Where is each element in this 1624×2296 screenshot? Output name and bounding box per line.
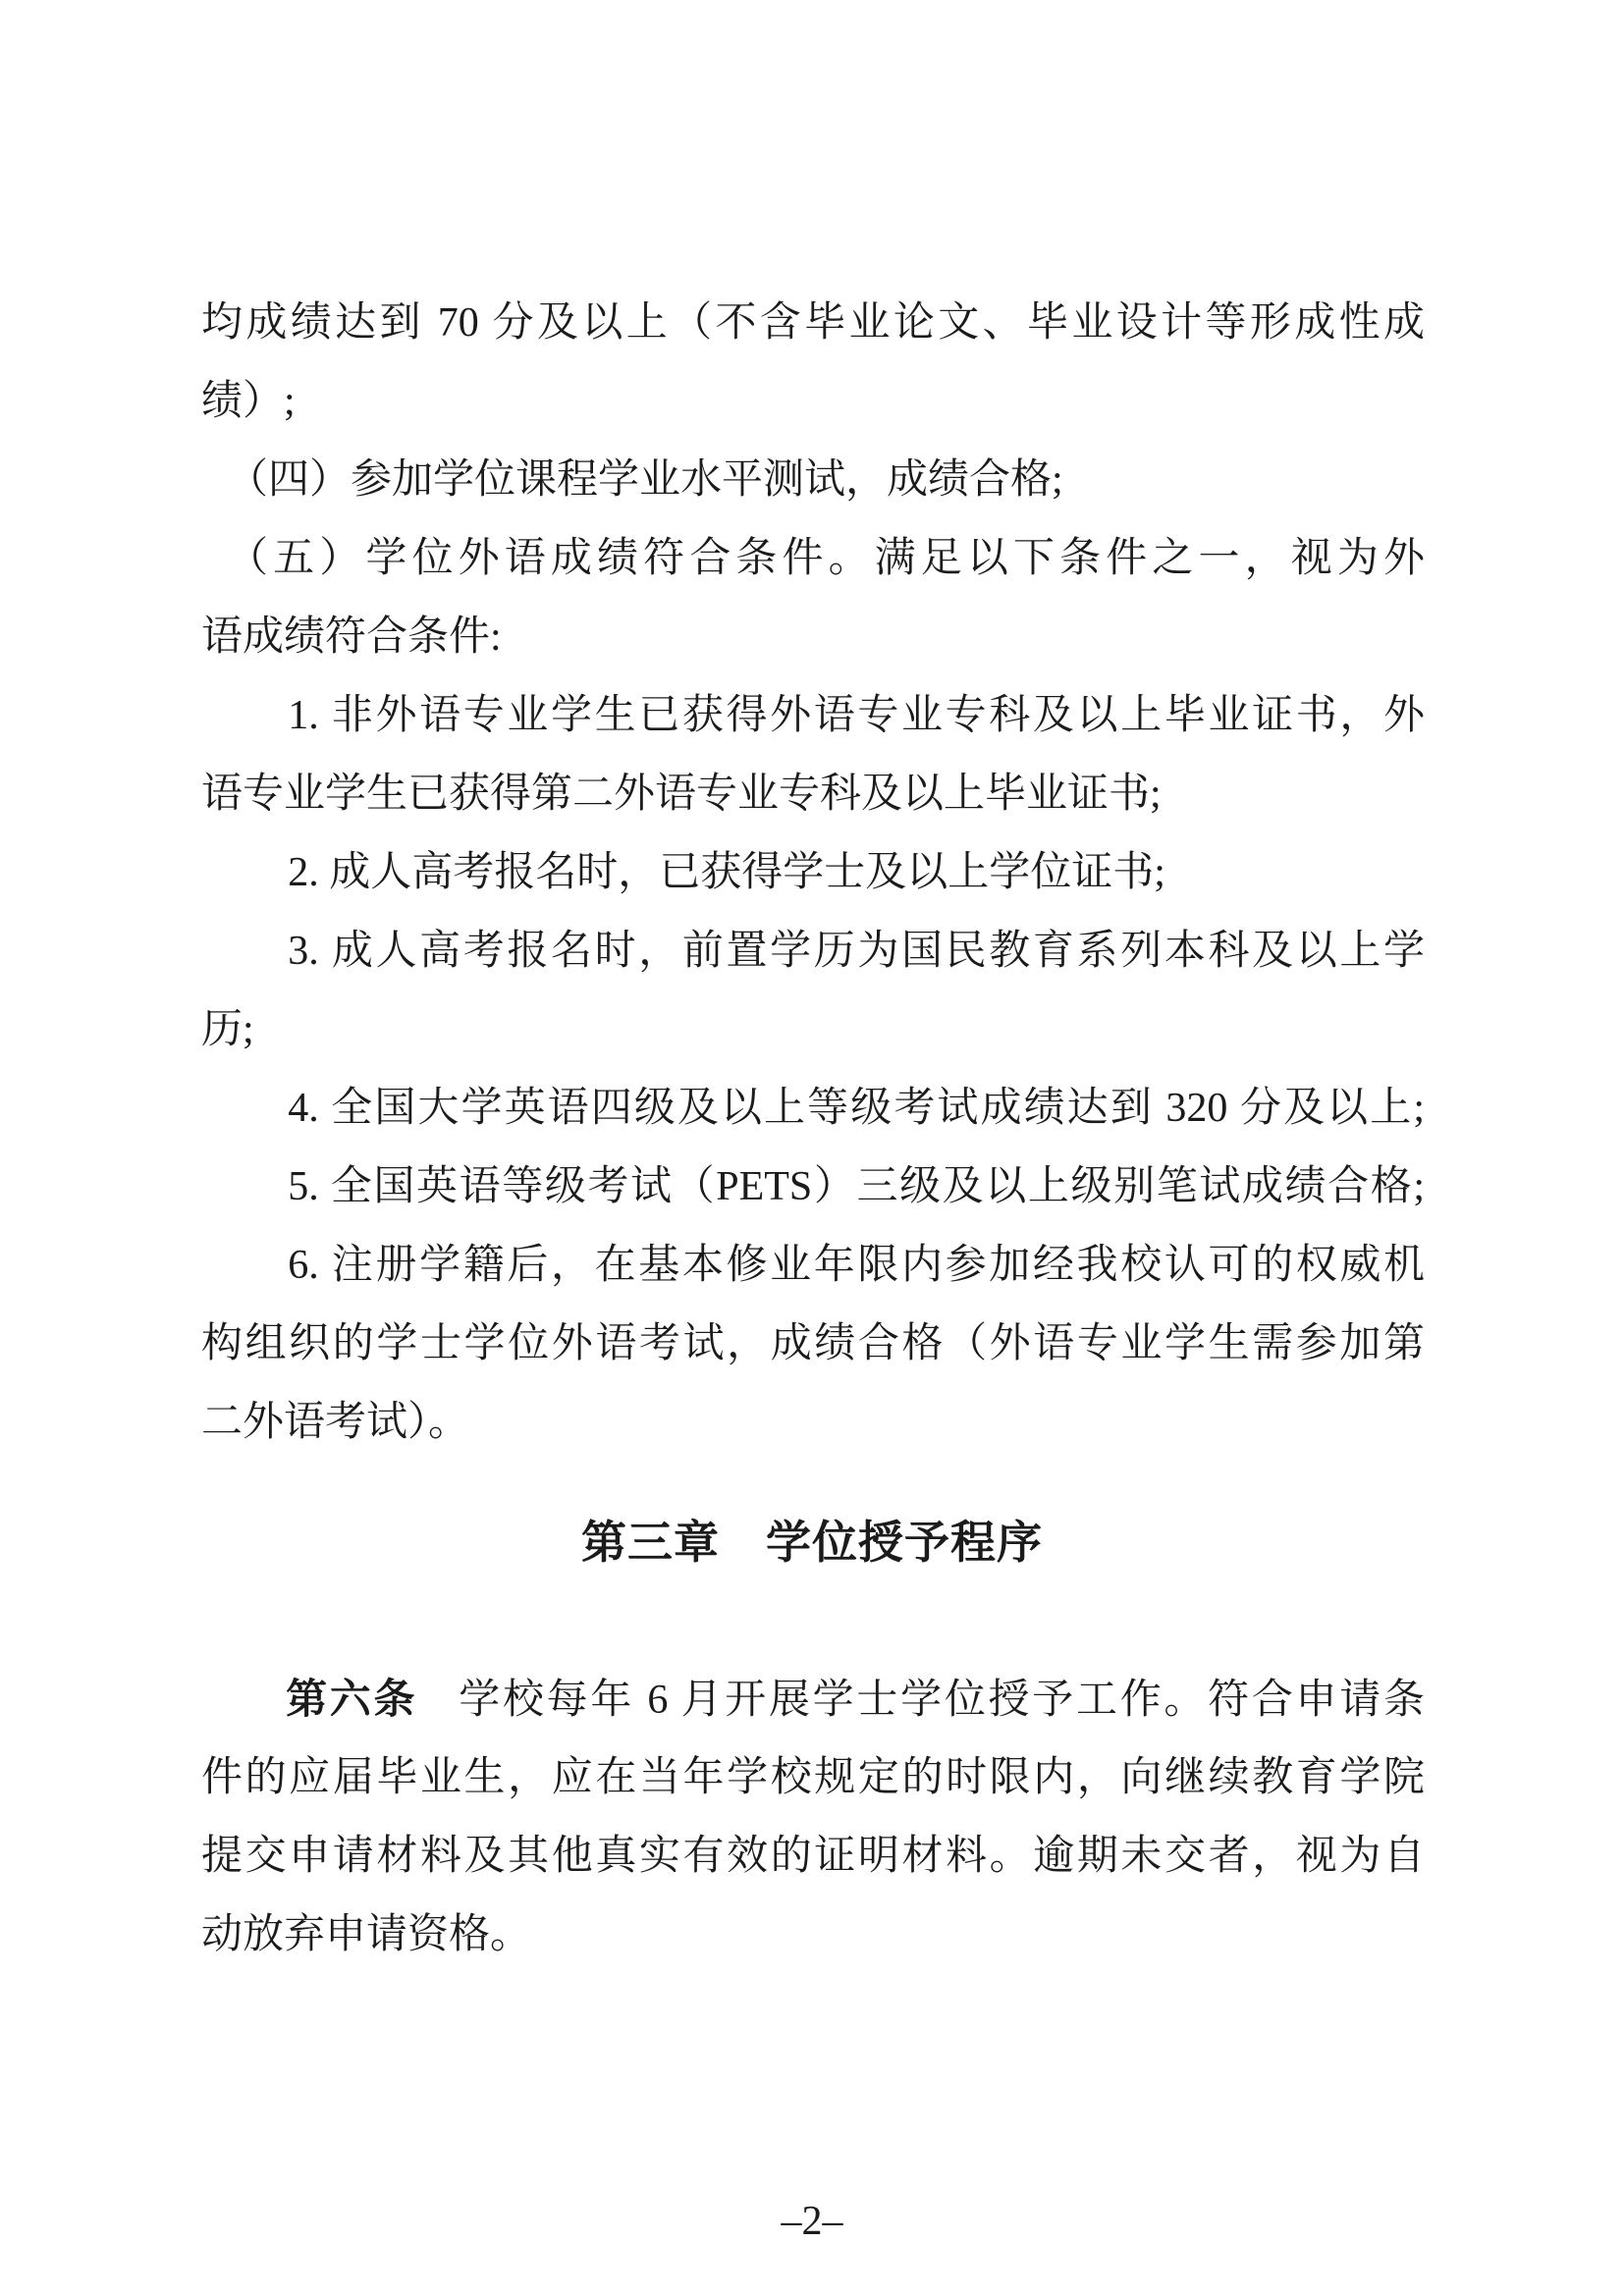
body-text-block xyxy=(201,284,1425,1462)
body-line: 构组织的学士学位外语考试，成绩合格（外语专业学生需参加第 xyxy=(201,1321,1425,1366)
body-line-item-4: 4. 全国大学英语四级及以上等级考试成绩达到 320 分及以上; xyxy=(288,1086,1425,1131)
body-line: 均成绩达到 70 分及以上（不含毕业论文、毕业设计等形成性成 xyxy=(201,300,1425,346)
article-six-paragraph xyxy=(201,1660,1425,1974)
article-label: 第六条 xyxy=(286,1676,418,1722)
body-line-item-5: 5. 全国英语等级考试（PETS）三级及以上级别笔试成绩合格; xyxy=(288,1164,1425,1209)
body-line: 历; xyxy=(201,1007,254,1052)
article-line: 提交申请材料及其他真实有效的证明材料。逾期未交者，视为自 xyxy=(201,1834,1425,1879)
article-line: 件的应届毕业生，应在当年学校规定的时限内，向继续教育学院 xyxy=(201,1755,1425,1800)
body-line-item-four: （四）参加学位课程学业水平测试，成绩合格; xyxy=(227,457,1063,503)
page-number: –2– xyxy=(781,2199,843,2244)
body-line-item-6: 6. 注册学籍后，在基本修业年限内参加经我校认可的权威机 xyxy=(288,1243,1425,1288)
article-line-text: 学校每年 6 月开展学士学位授予工作。符合申请条 xyxy=(459,1678,1425,1723)
body-line-item-3: 3. 成人高考报名时，前置学历为国民教育系列本科及以上学 xyxy=(288,929,1425,974)
article-line: 动放弃申请资格。 xyxy=(201,1912,532,1957)
body-line: 二外语考试）。 xyxy=(201,1400,470,1445)
chapter-heading: 第三章 学位授予程序 xyxy=(581,1517,1043,1568)
article-line xyxy=(201,1660,1425,1738)
body-line: 语成绩符合条件: xyxy=(201,614,502,660)
body-line-item-2: 2. 成人高考报名时，已获得学士及以上学位证书; xyxy=(288,850,1165,895)
body-line-item-five: （五）学位外语成绩符合条件。满足以下条件之一，视为外 xyxy=(227,536,1425,581)
body-line: 绩）; xyxy=(201,379,296,424)
body-line-item-1: 1. 非外语专业学生已获得外语专业专科及以上毕业证书，外 xyxy=(288,693,1425,738)
body-line: 语专业学生已获得第二外语专业专科及以上毕业证书; xyxy=(201,772,1162,817)
